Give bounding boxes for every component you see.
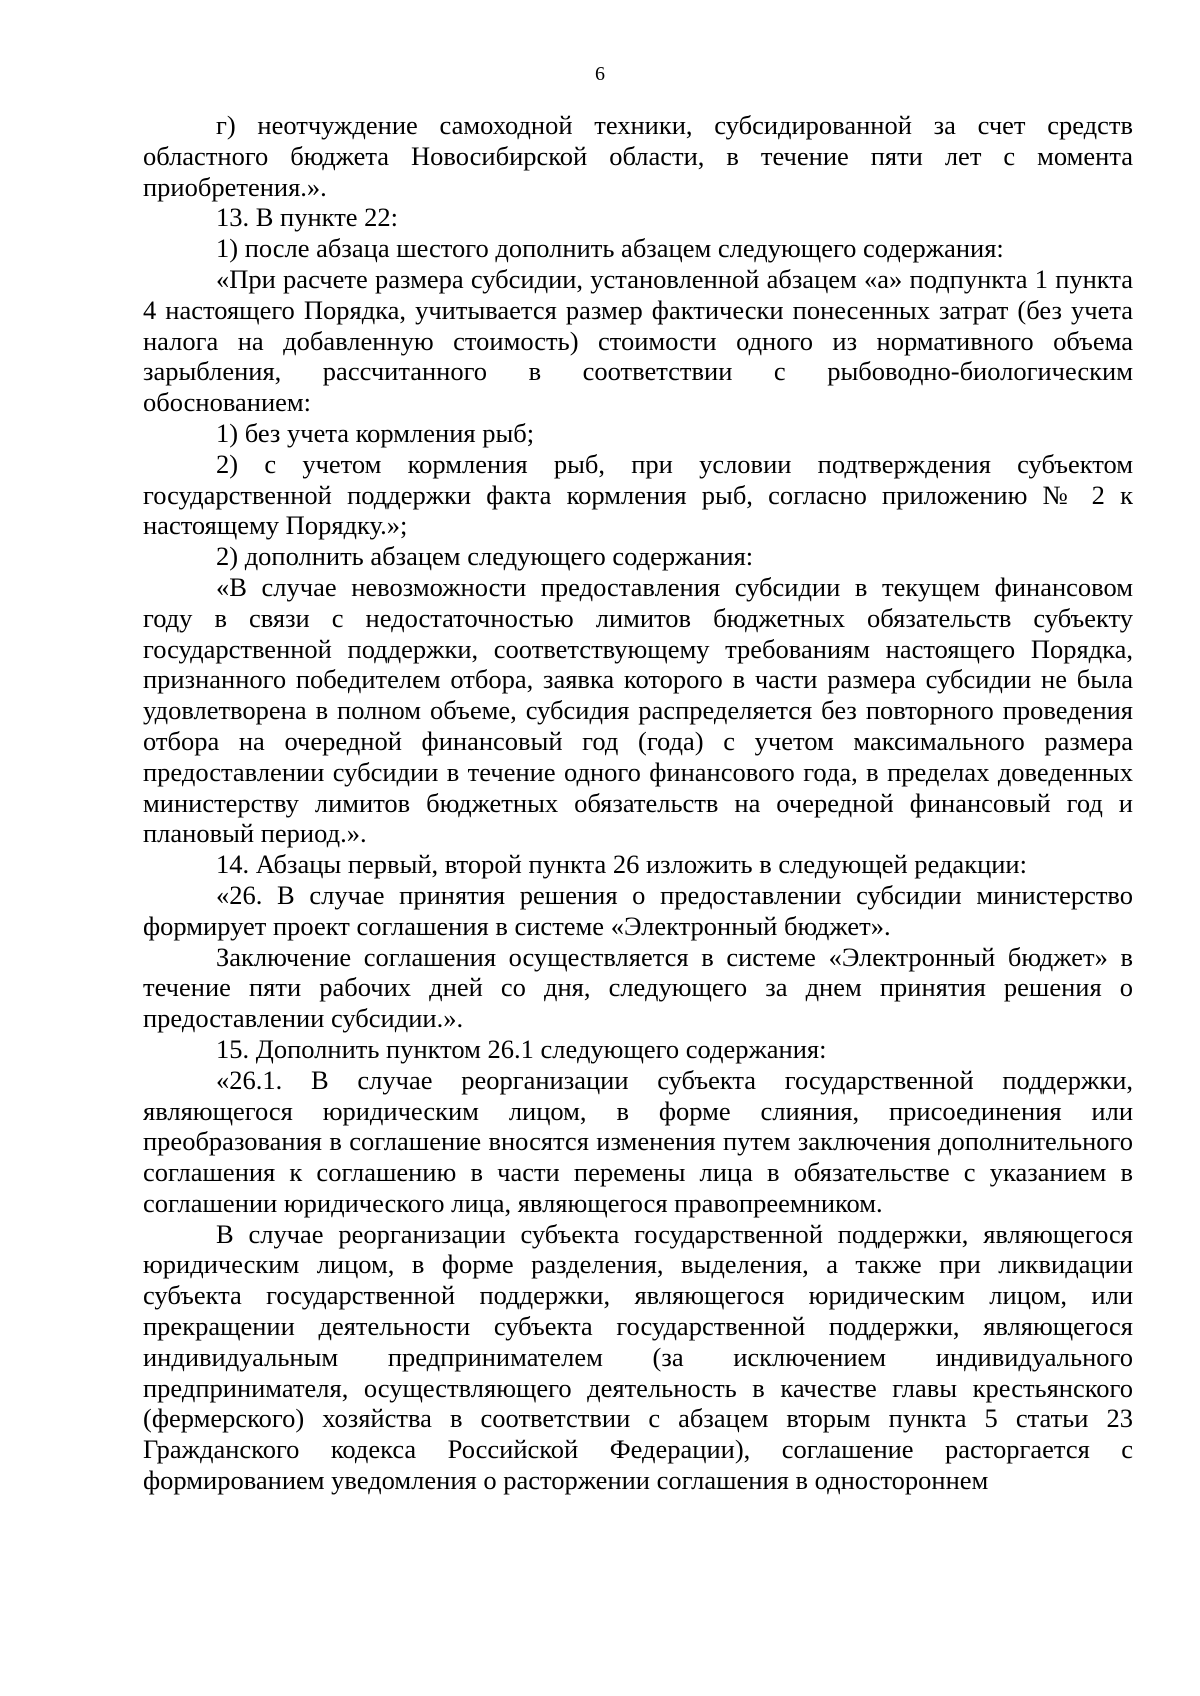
page-number: 6 — [595, 63, 605, 85]
paragraph-point-14: 14. Абзацы первый, второй пункта 26 изложить в следующей редакции: — [216, 849, 1027, 880]
paragraph-quote-limits: «В случае невозможности предоставления субсидии в текущем финансовом году в связи с недостаточностью лимитов бюджетных обязательств субъекту государственной поддержки, соответствующему требованиям настоящего Порядка, признанного победителем отбора, заявка которого в части размера субсидии не была удовлетворена в полном объеме, субсидия распределяется без повторного проведения отбора на очередной финансовый год (года) с учетом максимального размера предоставлении субсидии в течение одного финансового года, в пределах доведенных министерству лимитов бюджетных обязательств на очередной финансовый год и плановый период.». — [143, 571, 1133, 849]
paragraph-quote-26-1: «26.1. В случае реорганизации субъекта государственной поддержки, являющегося юридическим лицом, в форме слияния, присоединения или преобразования в соглашение вносятся изменения путем заключения дополнительного соглашения к соглашению в части перемены лица в обязательстве с указанием в соглашении юридического лица, являющегося правопреемником. — [143, 1064, 1133, 1218]
paragraph-reorganization: В случае реорганизации субъекта государственной поддержки, являющегося юридическим лицом, в форме разделения, выделения, а также при ликвидации субъекта государственной поддержки, являющегося юридическим лицом, или прекращении деятельности субъекта государственной поддержки, являющегося индивидуальным предпринимателем (за исключением индивидуального предпринимателя, осуществляющего деятельность в качестве главы крестьянского (фермерского) хозяйства в соответствии с абзацем вторым пункта 5 статьи 23 Гражданского кодекса Российской Федерации), соглашение расторгается с формированием уведомления о расторжении соглашения в одностороннем — [143, 1218, 1133, 1496]
document-body — [143, 110, 1133, 1496]
paragraph-point-15: 15. Дополнить пунктом 26.1 следующего содержания: — [216, 1033, 827, 1064]
paragraph-agreement-conclusion: Заключение соглашения осуществляется в системе «Электронный бюджет» в течение пяти рабочих дней со дня, следующего за днем принятия решения о предоставлении субсидии.». — [143, 941, 1133, 1034]
paragraph-item-g: г) неотчуждение самоходной техники, субсидированной за счет средств областного бюджета Новосибирской области, в течение пяти лет с момента приобретения.». — [143, 110, 1133, 202]
paragraph-option-2: 2) с учетом кормления рыб, при условии подтверждения субъектом государственной поддержки факта кормления рыб, согласно приложению № 2 к настоящему Порядку.»; — [143, 448, 1133, 541]
paragraph-quote-26: «26. В случае принятия решения о предоставлении субсидии министерство формирует проект соглашения в системе «Электронный бюджет». — [143, 879, 1133, 941]
paragraph-subpoint-1: 1) после абзаца шестого дополнить абзацем следующего содержания: — [216, 233, 1004, 264]
paragraph-option-1: 1) без учета кормления рыб; — [216, 417, 535, 448]
paragraph-quote-subsidy-calc: «При расчете размера субсидии, установленной абзацем «а» подпункта 1 пункта 4 настоящего Порядка, учитывается размер фактически понесенных затрат (без учета налога на добавленную стоимость) стоимости одного из нормативного объема зарыбления, рассчитанного в соответствии с рыбоводно-биологическим обоснованием: — [143, 263, 1133, 418]
paragraph-point-13: 13. В пункте 22: — [216, 202, 399, 233]
paragraph-subpoint-2: 2) дополнить абзацем следующего содержания: — [216, 541, 754, 572]
